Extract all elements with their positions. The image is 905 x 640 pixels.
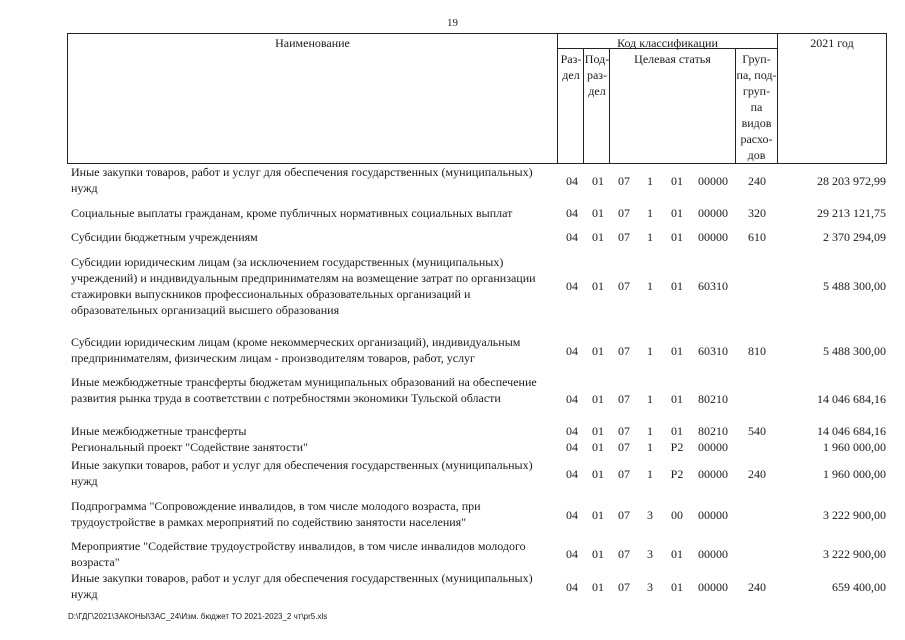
row-name: Иные закупки товаров, работ и услуг для обеспечения государственных (муниципальных) нужд: [71, 571, 533, 601]
row-target-direction: 00000: [698, 467, 728, 481]
row-target-direction: 80210: [698, 424, 728, 438]
row-amount: 5 488 300,00: [823, 279, 886, 293]
row-group: 610: [748, 230, 766, 244]
row-podrazdel: 01: [592, 344, 604, 358]
header-year: 2021 год: [810, 36, 854, 50]
row-amount: 1 960 000,00: [823, 467, 886, 481]
row-podrazdel: 01: [592, 206, 604, 220]
row-razdel: 04: [566, 547, 578, 561]
row-target-event: P2: [670, 467, 684, 481]
row-target-direction: 80210: [698, 392, 728, 406]
row-target-subprogram: 1: [647, 440, 653, 454]
row-target-subprogram: 1: [647, 174, 653, 188]
row-target-event: 01: [671, 580, 683, 594]
row-target-direction: 00000: [698, 580, 728, 594]
row-target-program: 07: [618, 230, 630, 244]
row-target-event: 01: [671, 279, 683, 293]
row-podrazdel: 01: [592, 279, 604, 293]
row-target-program: 07: [618, 440, 630, 454]
row-podrazdel: 01: [592, 230, 604, 244]
row-name: Иные закупки товаров, работ и услуг для обеспечения государственных (муниципальных) нужд: [71, 165, 533, 195]
row-group: 240: [748, 467, 766, 481]
row-group: 810: [748, 344, 766, 358]
row-name: Региональный проект "Содействие занятости": [71, 440, 308, 454]
row-target-event: 01: [671, 392, 683, 406]
row-name: Иные межбюджетные трансферты бюджетам муниципальных образований на обеспечение развития рынка труда в соответствии с потребностями экономики Тульской области: [71, 375, 537, 405]
row-target-direction: 00000: [698, 547, 728, 561]
row-target-program: 07: [618, 174, 630, 188]
row-razdel: 04: [566, 508, 578, 522]
row-podrazdel: 01: [592, 424, 604, 438]
row-target-program: 07: [618, 424, 630, 438]
row-target-program: 07: [618, 508, 630, 522]
row-target-direction: 00000: [698, 508, 728, 522]
row-group: 540: [748, 424, 766, 438]
row-target-subprogram: 1: [647, 392, 653, 406]
row-podrazdel: 01: [592, 547, 604, 561]
row-amount: 28 203 972,99: [817, 174, 886, 188]
row-target-program: 07: [618, 467, 630, 481]
row-name: Подпрограмма "Сопровождение инвалидов, в том числе молодого возраста, при трудоустройстве в рамках мероприятий по содействию занятости населения": [71, 499, 481, 529]
row-razdel: 04: [566, 344, 578, 358]
row-target-subprogram: 1: [647, 467, 653, 481]
row-target-subprogram: 3: [647, 547, 653, 561]
row-razdel: 04: [566, 279, 578, 293]
row-name: Иные закупки товаров, работ и услуг для обеспечения государственных (муниципальных) нужд: [71, 458, 533, 488]
row-target-subprogram: 1: [647, 279, 653, 293]
row-target-event: 01: [671, 547, 683, 561]
row-amount: 3 222 900,00: [823, 508, 886, 522]
row-target-direction: 00000: [698, 230, 728, 244]
row-target-direction: 00000: [698, 206, 728, 220]
row-name: Субсидии бюджетным учреждениям: [71, 230, 258, 244]
header-name: Наименование: [275, 36, 350, 50]
row-target-program: 07: [618, 547, 630, 561]
row-target-event: 01: [671, 230, 683, 244]
row-target-event: 01: [671, 174, 683, 188]
row-target-direction: 00000: [698, 174, 728, 188]
page-number: 19: [447, 17, 458, 29]
row-podrazdel: 01: [592, 467, 604, 481]
row-name: Субсидии юридическим лицам (кроме некоммерческих организаций), индивидуальным предпринимателям, физическим лицам - производителям товаров, работ, услуг: [71, 335, 521, 365]
row-razdel: 04: [566, 424, 578, 438]
row-razdel: 04: [566, 580, 578, 594]
header-podrazdel: Под- раз- дел: [584, 52, 610, 98]
row-target-direction: 60310: [698, 279, 728, 293]
row-amount: 659 400,00: [832, 580, 886, 594]
row-razdel: 04: [566, 206, 578, 220]
row-podrazdel: 01: [592, 392, 604, 406]
row-name: Иные межбюджетные трансферты: [71, 424, 247, 438]
row-target-event: P2: [670, 440, 684, 454]
row-target-program: 07: [618, 279, 630, 293]
row-podrazdel: 01: [592, 174, 604, 188]
row-target-subprogram: 1: [647, 230, 653, 244]
row-target-subprogram: 1: [647, 424, 653, 438]
row-amount: 29 213 121,75: [817, 206, 886, 220]
row-target-subprogram: 3: [647, 508, 653, 522]
row-amount: 14 046 684,16: [817, 392, 886, 406]
row-razdel: 04: [566, 230, 578, 244]
row-target-event: 01: [671, 344, 683, 358]
file-path-footer: D:\ГДГ\2021\ЗАКОНЫ\ЗАС_24\Изм. бюджет ТО 2021-2023_2 чт\pr5.xls: [68, 612, 328, 621]
row-target-direction: 00000: [698, 440, 728, 454]
row-target-event: 01: [671, 424, 683, 438]
row-target-program: 07: [618, 344, 630, 358]
row-target-subprogram: 1: [647, 344, 653, 358]
row-name: Мероприятие "Содействие трудоустройству инвалидов, в том числе инвалидов молодого возраста": [71, 539, 526, 569]
row-group: 240: [748, 174, 766, 188]
row-target-subprogram: 3: [647, 580, 653, 594]
header-target: Целевая статья: [634, 52, 711, 66]
row-razdel: 04: [566, 392, 578, 406]
header-razdel: Раз- дел: [560, 52, 582, 82]
row-podrazdel: 01: [592, 440, 604, 454]
row-name: Социальные выплаты гражданам, кроме публичных нормативных социальных выплат: [71, 206, 513, 220]
row-amount: 2 370 294,09: [823, 230, 886, 244]
row-group: 240: [748, 580, 766, 594]
header-code: Код классификации: [617, 36, 718, 50]
header-group: Груп- па, под- груп- па видов расхо- дов: [736, 52, 777, 162]
row-podrazdel: 01: [592, 508, 604, 522]
row-target-program: 07: [618, 392, 630, 406]
row-group: 320: [748, 206, 766, 220]
row-target-subprogram: 1: [647, 206, 653, 220]
row-amount: 1 960 000,00: [823, 440, 886, 454]
row-target-program: 07: [618, 206, 630, 220]
row-amount: 5 488 300,00: [823, 344, 886, 358]
row-podrazdel: 01: [592, 580, 604, 594]
row-razdel: 04: [566, 174, 578, 188]
row-target-event: 01: [671, 206, 683, 220]
row-amount: 14 046 684,16: [817, 424, 886, 438]
row-amount: 3 222 900,00: [823, 547, 886, 561]
row-razdel: 04: [566, 467, 578, 481]
row-name: Субсидии юридическим лицам (за исключением государственных (муниципальных) учреждений) и индивидуальным предпринимателям на возмещение затрат по организации стажировки выпускников профессиональных образовательных организаций и образовательных организаций высшего образования: [71, 255, 536, 317]
row-target-event: 00: [671, 508, 683, 522]
row-razdel: 04: [566, 440, 578, 454]
row-target-direction: 60310: [698, 344, 728, 358]
row-target-program: 07: [618, 580, 630, 594]
